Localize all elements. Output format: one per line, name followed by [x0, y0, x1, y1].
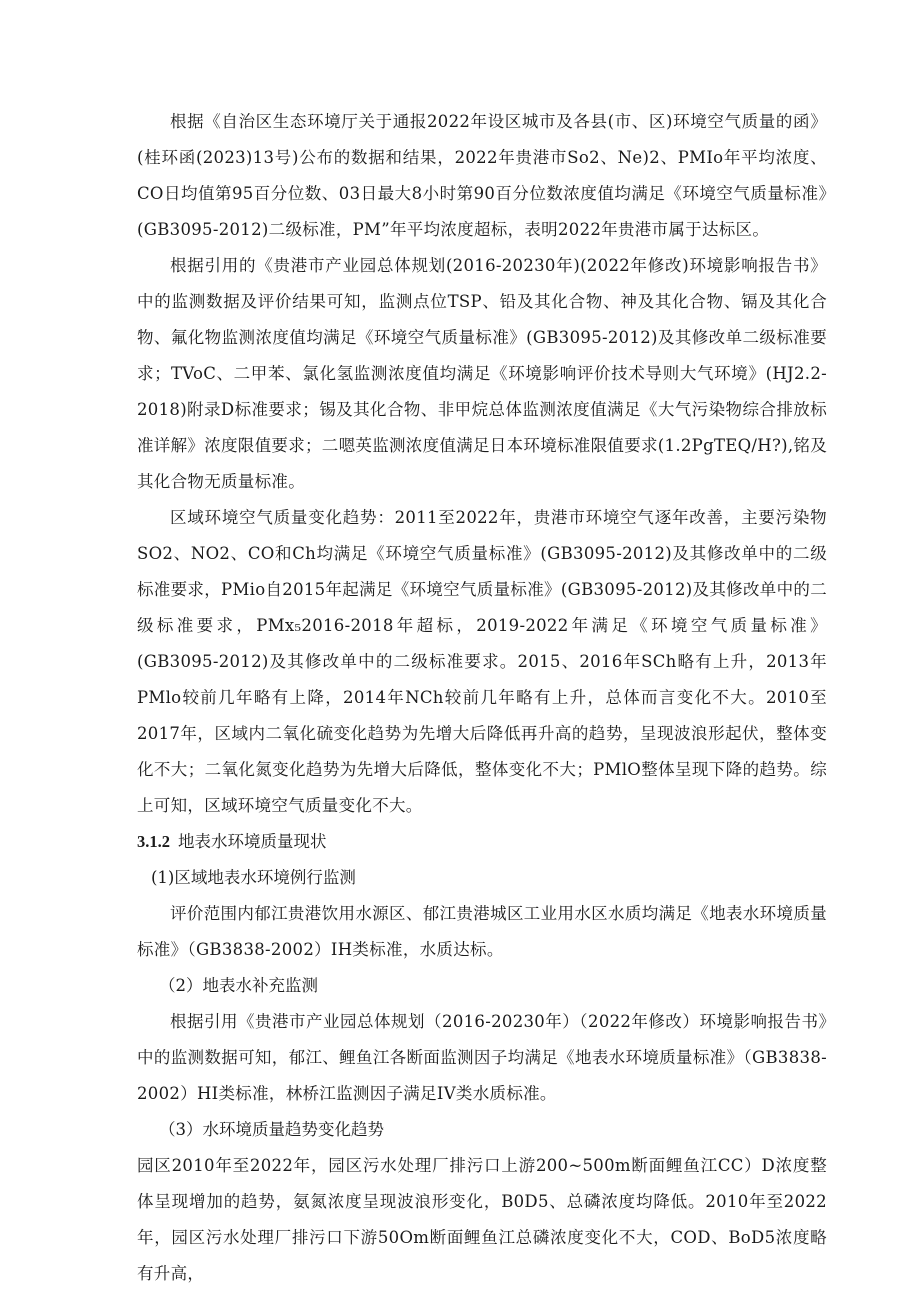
paragraph-air-quality-report: 根据《自治区生态环境厅关于通报2022年设区城市及各县(市、区)环境空气质量的函》(桂环函(2023)13号)公布的数据和结果，2022年贵港市So2、Ne)2、PMIo年平均浓度、CO日均值第95百分位数、03日最大8小时第90百分位数浓度值均满足《环境空气质量标准》(GB3095-2012)二级标准，PM”年平均浓度超标，表明2022年贵港市属于达标区。	[137, 112, 827, 239]
section-number: 3.1.2	[137, 832, 170, 851]
subsection-2-body: 根据引用《贵港市产业园总体规划（2016-20230年）（2022年修改）环境影响报告书》中的监测数据可知，郁江、鲤鱼江各断面监测因子均满足《地表水环境质量标准》（GB3838-2002）HI类标准，林桥江监测因子满足IV类水质标准。	[137, 1012, 827, 1103]
subsection-3-body: 园区2010年至2022年，园区污水处理厂排污口上游200~500m断面鲤鱼江CC）D浓度整体呈现增加的趋势，氨氮浓度呈现波浪形变化，B0D5、总磷浓度均降低。2010年至2022年，园区污水处理厂排污口下游50Om断面鲤鱼江总磷浓度变化不大，COD、BoD5浓度略有升高，	[137, 1156, 827, 1283]
section-title: 地表水环境质量现状	[178, 832, 327, 851]
document-body	[137, 104, 827, 1292]
section-heading	[137, 824, 827, 860]
subsection-1-body: 评价范围内郁江贵港饮用水源区、郁江贵港城区工业用水区水质均满足《地表水环境质量标准》（GB3838-2002）IH类标准，水质达标。	[137, 904, 827, 959]
subsection-1-title: (1)区域地表水环境例行监测	[151, 868, 356, 887]
subsection-2-title: （2）地表水补充监测	[159, 976, 318, 995]
paragraph-air-quality-trend: 区域环境空气质量变化趋势：2011至2022年，贵港市环境空气逐年改善，主要污染物SO2、NO2、CO和Ch均满足《环境空气质量标准》(GB3095-2012)及其修改单中的二级标准要求，PMio自2015年起满足《环境空气质量标准》(GB3095-2012)及其修改单中的二级标准要求，PMx₅2016-2018年超标，2019-2022年满足《环境空气质量标准》(GB3095-2012)及其修改单中的二级标准要求。2015、2016年SCh略有上升，2013年PMlo较前几年略有上降，2014年NCh较前几年略有上升，总体而言变化不大。2010至2017年，区域内二氧化硫变化趋势为先增大后降低再升高的趋势，呈现波浪形起伏，整体变化不大；二氧化氮变化趋势为先增大后降低，整体变化不大；PMlO整体呈现下降的趋势。综上可知，区域环境空气质量变化不大。	[137, 508, 827, 815]
subsection-3-title: （3）水环境质量趋势变化趋势	[159, 1120, 384, 1139]
paragraph-monitoring-results: 根据引用的《贵港市产业园总体规划(2016-20230年)(2022年修改)环境影响报告书》中的监测数据及评价结果可知，监测点位TSP、铅及其化合物、神及其化合物、镉及其化合物、氟化物监测浓度值均满足《环境空气质量标准》(GB3095-2012)及其修改单二级标准要求；TVoC、二甲苯、氯化氢监测浓度值均满足《环境影响评价技术导则大气环境》(HJ2.2-2018)附录D标准要求；锡及其化合物、非甲烷总体监测浓度值满足《大气污染物综合排放标准详解》浓度限值要求；二嗯英监测浓度值满足日本环境标准限值要求(1.2PgTEQ/H?),铭及其化合物无质量标准。	[137, 256, 827, 491]
